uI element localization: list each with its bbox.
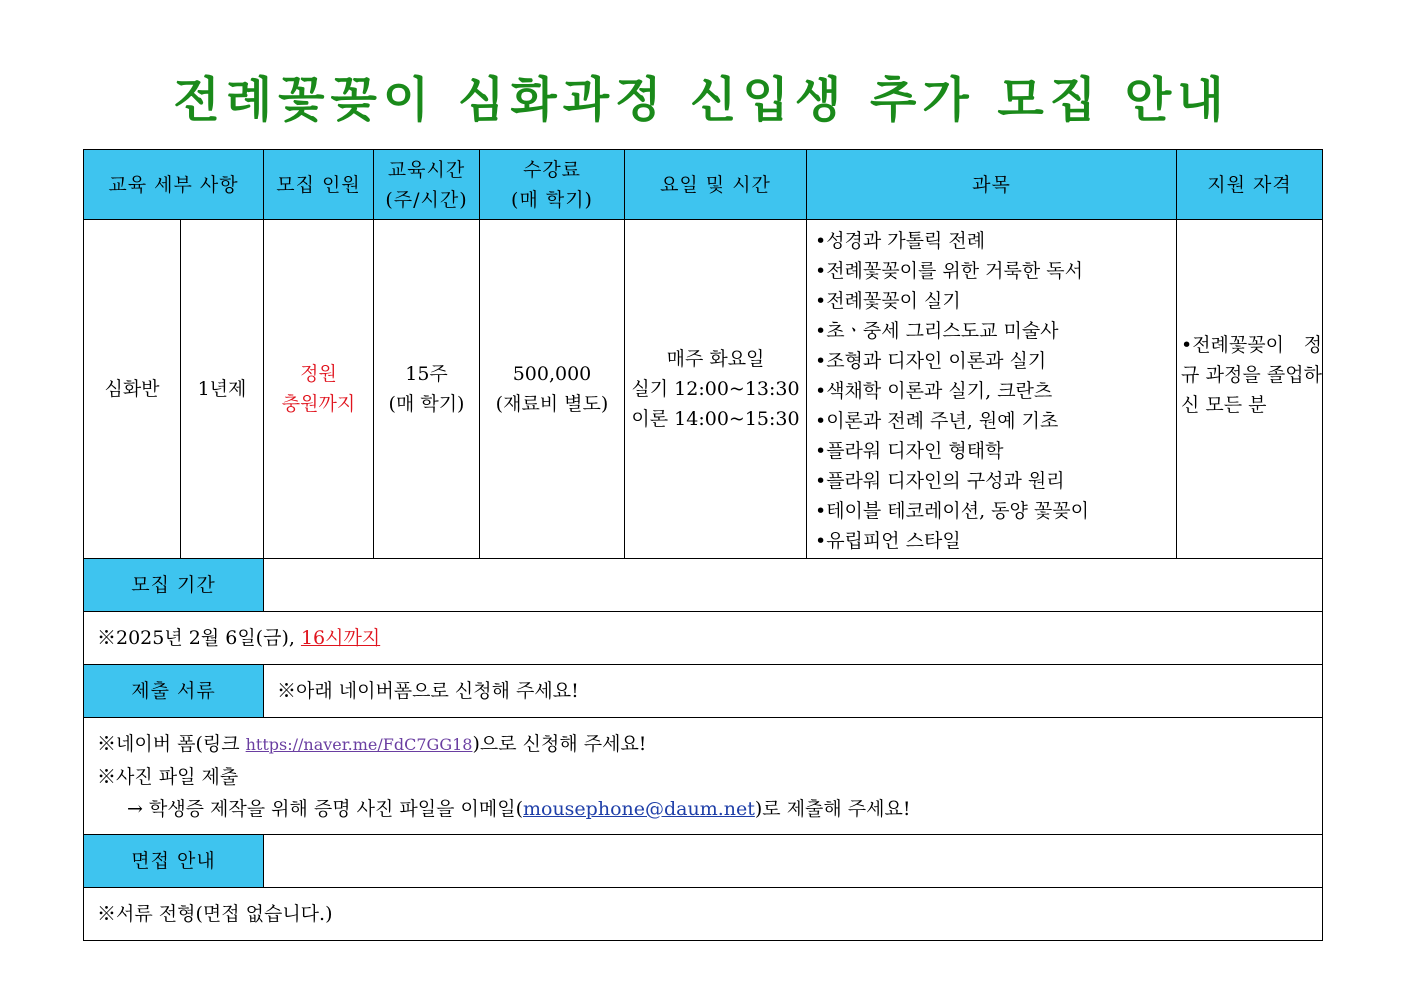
- header-recruit: 모집 인원: [264, 150, 374, 220]
- subject-item: •전례꽃꽂이 실기: [815, 290, 961, 312]
- course-hours: [374, 220, 480, 559]
- interview-note: ※서류 전형(면접 없습니다.): [84, 888, 1323, 941]
- subject-item: •유립피언 스타일: [815, 530, 961, 552]
- documents-row: [84, 718, 1323, 835]
- subject-item: •조형과 디자인 이론과 실기: [815, 350, 1047, 372]
- page-title: 전례꽃꽂이 심화과정 신입생 추가 모집 안내: [173, 72, 1230, 128]
- header-details: 교육 세부 사항: [84, 150, 264, 220]
- period-row: [84, 612, 1323, 665]
- course-subjects: [807, 220, 1177, 559]
- photo-detail-suffix: )로 제출해 주세요!: [754, 797, 911, 820]
- period-date: ※2025년 2월 6일(금),: [97, 627, 301, 649]
- course-class: 심화반: [84, 220, 181, 559]
- header-fee: [480, 150, 625, 220]
- photo-detail-prefix: → 학생증 제작을 위해 증명 사진 파일을 이메일(: [127, 797, 523, 820]
- interview-label-row: [84, 835, 1323, 888]
- course-recruit-line2: 충원까지: [281, 393, 356, 415]
- period-empty-cell: [264, 559, 1323, 612]
- photo-line: ※사진 파일 제출: [97, 765, 239, 788]
- subject-item: •초ㆍ중세 그리스도교 미술사: [815, 320, 1059, 342]
- subject-item: •전례꽃꽂이를 위한 거룩한 독서: [815, 260, 1083, 282]
- form-line: [97, 728, 1322, 761]
- form-prefix: ※네이버 폼(링크: [97, 732, 246, 755]
- header-fee-line2: (매 학기): [511, 188, 593, 211]
- subject-item: •성경과 가톨릭 전례: [815, 230, 986, 252]
- subject-item: •플라워 디자인의 구성과 원리: [815, 470, 1065, 492]
- email-link[interactable]: mousephone@daum.net: [522, 797, 755, 820]
- header-qualification: 지원 자격: [1177, 150, 1323, 220]
- course-qualification: [1177, 220, 1323, 559]
- documents-label: 제출 서류: [84, 665, 264, 718]
- period-content: [84, 612, 1323, 665]
- subject-item: •테이블 테코레이션, 동양 꽃꽂이: [815, 500, 1089, 522]
- qualification-text: •전례꽃꽂이 정규 과정을 졸업하신 모든 분: [1181, 334, 1322, 416]
- subject-item: •색채학 이론과 실기, 크란츠: [815, 380, 1053, 402]
- period-label-row: [84, 559, 1323, 612]
- interview-label: 면접 안내: [84, 835, 264, 888]
- course-hours-line1: 15주: [405, 363, 448, 385]
- header-schedule: 요일 및 시간: [625, 150, 807, 220]
- course-duration: 1년제: [181, 220, 264, 559]
- course-recruit: [264, 220, 374, 559]
- recruitment-table: [83, 149, 1323, 941]
- course-row: [84, 220, 1323, 559]
- form-link[interactable]: https://naver.me/FdC7GG18: [245, 734, 473, 754]
- form-suffix: )으로 신청해 주세요!: [472, 732, 647, 755]
- course-fee-line1: 500,000: [512, 363, 592, 385]
- header-fee-line1: 수강료: [522, 158, 582, 181]
- subject-item: •이론과 전례 주년, 원예 기초: [815, 410, 1059, 432]
- header-hours-line1: 교육시간: [387, 158, 466, 181]
- header-subjects: 과목: [807, 150, 1177, 220]
- interview-empty-cell: [264, 835, 1323, 888]
- interview-row: [84, 888, 1323, 941]
- documents-content: [84, 718, 1323, 835]
- header-hours: [374, 150, 480, 220]
- course-schedule-line2: 실기 12:00~13:30: [631, 378, 800, 400]
- course-hours-line2: (매 학기): [388, 393, 465, 415]
- photo-detail-line: [97, 793, 1322, 825]
- course-fee-line2: (재료비 별도): [495, 393, 609, 415]
- subject-item: •플라워 디자인 형태학: [815, 440, 1004, 462]
- course-schedule-line1: 매주 화요일: [666, 348, 765, 370]
- documents-note: ※아래 네이버폼으로 신청해 주세요!: [264, 665, 1323, 718]
- course-schedule-line3: 이론 14:00~15:30: [631, 408, 800, 430]
- documents-label-row: [84, 665, 1323, 718]
- header-hours-line2: (주/시간): [385, 188, 468, 211]
- course-schedule: [625, 220, 807, 559]
- period-label: 모집 기간: [84, 559, 264, 612]
- course-recruit-line1: 정원: [300, 363, 337, 385]
- header-row: [84, 150, 1323, 220]
- period-deadline: 16시까지: [300, 627, 381, 649]
- course-fee: [480, 220, 625, 559]
